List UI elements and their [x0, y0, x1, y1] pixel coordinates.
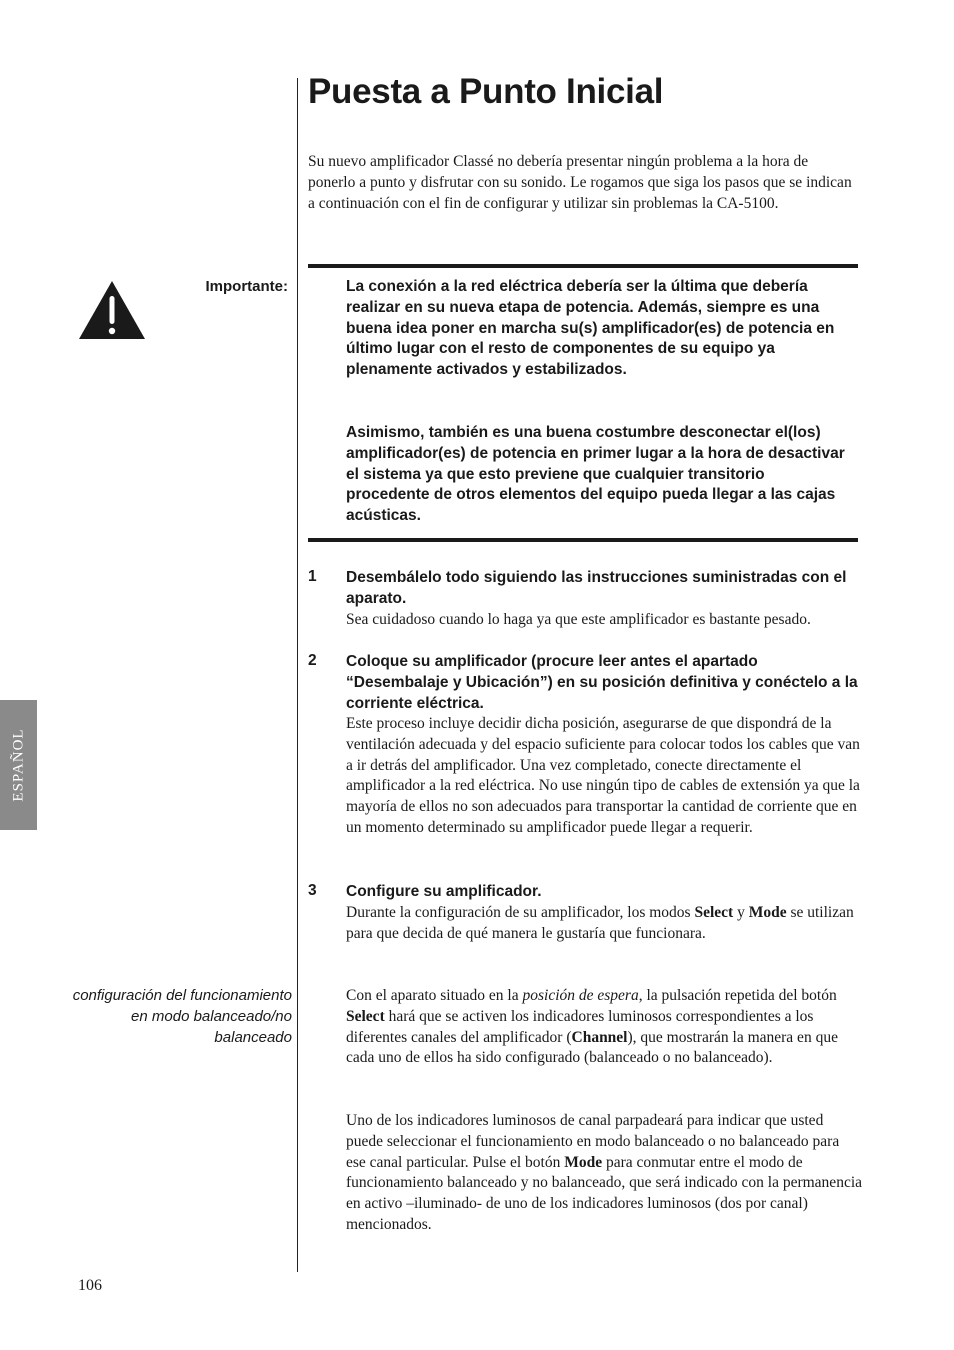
side-note: configuración del funcionamiento en modo balanceado/no balanceado	[72, 987, 292, 1046]
important-top-rule	[308, 264, 858, 268]
important-paragraph-1: La conexión a la red eléctrica debería ser la última que debería realizar en su nueva etapa de potencia. Además, siempre es una buena idea poner en marcha su(s) amplificador(es) de potencia en último lugar con el resto de componentes de su equipo ya plenamente activados y estabilizados.	[346, 278, 835, 379]
select-term: Select	[694, 904, 734, 921]
text-run: y	[733, 904, 749, 921]
text-run: se utilizan para que decida de qué manera le gustaría que funcionara.	[346, 904, 854, 942]
warning-icon	[78, 280, 146, 340]
step-body	[346, 903, 862, 945]
step-body: Sea cuidadoso cuando lo haga ya que este amplificador es bastante pesado.	[346, 611, 811, 628]
balanced-paragraph-2	[346, 1111, 862, 1236]
step-number: 3	[308, 882, 317, 899]
page-title: Puesta a Punto Inicial	[308, 72, 664, 111]
important-label: Importante:	[205, 278, 288, 295]
intro-paragraph: Su nuevo amplificador Classé no debería presentar ningún problema a la hora de ponerlo a punto y disfrutar con su sonido. Le rogamos que siga los pasos que se indican a continuación con el fin de configurar y utilizar sin problemas la CA-5100.	[308, 153, 852, 212]
step-heading: Configure su amplificador.	[346, 883, 542, 900]
balanced-paragraph-1	[346, 986, 862, 1069]
step-heading: Coloque su amplificador (procure leer antes el apartado “Desembalaje y Ubicación”) en su posición definitiva y conéctelo a la corriente eléctrica.	[346, 653, 858, 712]
mode-term: Mode	[564, 1153, 603, 1171]
step-heading: Desembálelo todo siguiendo las instrucciones suministradas con el aparato.	[346, 569, 847, 607]
text-run: Durante la configuración de su amplificador, los modos	[346, 904, 695, 921]
language-tab	[0, 700, 37, 830]
channel-term: Channel	[571, 1028, 628, 1046]
text-run: hará que se activen los indicadores luminosos correspondientes a los diferentes canales del amplificador (	[346, 1007, 814, 1046]
text-run: para conmutar entre el modo de funcionamiento balanceado y no balanceado, que será indicado con la permanencia en activo –iluminado- de uno de los indicadores luminosos (dos por canal) mencionados.	[346, 1153, 863, 1233]
column-divider	[297, 78, 298, 1272]
step-number: 2	[308, 652, 317, 669]
standby-term: posición de espera	[522, 987, 639, 1004]
text-run: ), que mostrarán la manera en que cada uno de ellos ha sido configurado (balanceado o no balanceado).	[346, 1028, 838, 1067]
mode-term: Mode	[748, 904, 787, 921]
text-run: Uno de los indicadores luminosos de canal parpadeará para indicar que usted puede seleccionar el funcionamiento en modo balanceado o no balanceado para ese canal particular. Pulse el botón	[346, 1112, 840, 1171]
step-body: Este proceso incluye decidir dicha posición, asegurarse de que dispondrá de la ventilación adecuada y del espacio suficiente para colocar todos los cables que van a ir detrás del amplificador. Una vez completado, conecte directamente el amplificador a la red eléctrica. No use ningún tipo de cables de extensión ya que la mayoría de ellos no son adecuados para transportar la cantidad de corriente que en un momento determinado su amplificador puede llegar a requerir.	[346, 715, 860, 836]
language-tab-label: ESPAÑOL	[10, 728, 26, 802]
text-run: , la pulsación repetida del botón	[638, 987, 837, 1004]
important-bottom-rule	[308, 538, 858, 542]
text-run: Con el aparato situado en la	[346, 987, 523, 1004]
page-number: 106	[78, 1277, 102, 1294]
select-term: Select	[346, 1007, 385, 1025]
important-paragraph-2: Asimismo, también es una buena costumbre desconectar el(los) amplificador(es) de potencia en primer lugar a la hora de desactivar el sistema ya que esto previene que cualquier transitorio procedente de otros elementos del equipo pueda llegar a las cajas acústicas.	[346, 424, 845, 525]
step-number: 1	[308, 568, 317, 585]
